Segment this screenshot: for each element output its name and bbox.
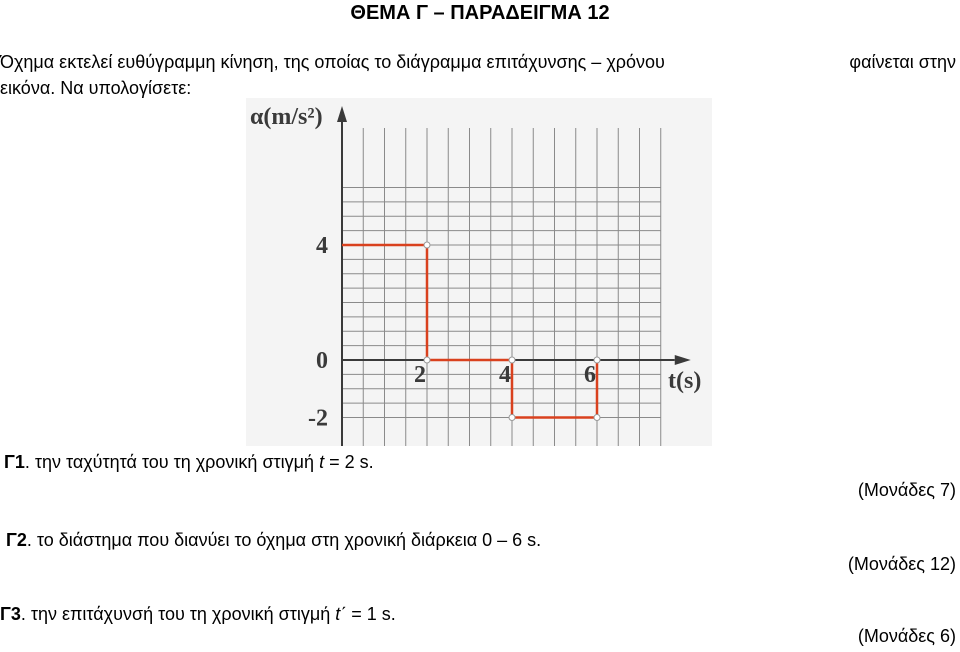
question-g2-text: . το διάστημα που διανύει το όχημα στη χρονική διάρκεια 0 – 6 s. — [26, 530, 542, 550]
question-g1-marks: (Μονάδες 7) — [857, 480, 956, 500]
intro-line-2: εικόνα. Να υπολογίσετε: — [0, 78, 192, 98]
series-point — [424, 242, 430, 248]
question-g1-id: Γ1 — [4, 452, 25, 472]
question-g3-rest: = 1 s. — [346, 604, 396, 624]
question-g2 — [6, 530, 541, 551]
question-g2-marks: (Μονάδες 12) — [847, 554, 956, 574]
page-title: ΘΕΜΑ Γ – ΠΑΡΑΔΕΙΓΜΑ 12 — [350, 2, 610, 24]
chart-background — [246, 98, 712, 446]
question-g3-marks: (Μονάδες 6) — [857, 626, 956, 646]
question-g3-var: t΄ — [335, 604, 347, 624]
y-tick-label: 4 — [316, 233, 328, 259]
y-tick-label: -2 — [308, 405, 328, 432]
question-g1-rest: = 2 s. — [324, 452, 374, 472]
question-g2-id: Γ2 — [6, 530, 27, 550]
x-tick-label: 6 — [584, 362, 596, 388]
series-point — [509, 415, 515, 421]
series-point — [594, 415, 600, 421]
y-tick-label: 0 — [316, 348, 328, 374]
question-g3-id: Γ3 — [0, 604, 21, 624]
acceleration-time-chart — [246, 98, 712, 446]
question-g3 — [0, 604, 396, 625]
intro-line-1: Όχημα εκτελεί ευθύγραμμη κίνηση, της οποίας το διάγραμμα επιτάχυνσης – χρόνου — [0, 52, 665, 72]
x-tick-label: 2 — [414, 362, 426, 388]
question-g1-var: t — [319, 452, 325, 472]
x-tick-label: 4 — [499, 362, 511, 388]
y-axis-title: α(m/s²) — [250, 104, 323, 130]
x-axis-title: t(s) — [668, 368, 702, 394]
question-g1 — [4, 452, 374, 473]
question-g3-text: . την επιτάχυνσή του τη χρονική στιγμή — [20, 604, 336, 624]
intro-line-1-tail: φαίνεται στην — [849, 52, 956, 72]
question-g1-text: . την ταχύτητά του τη χρονική στιγμή — [24, 452, 320, 472]
